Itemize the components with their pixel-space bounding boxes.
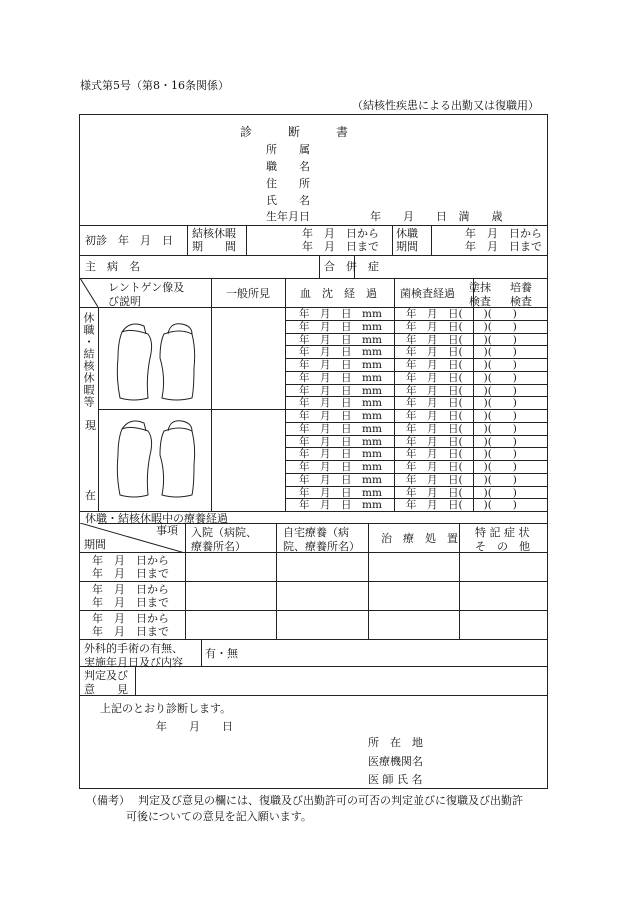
esr-header: 血 沈 経 過	[300, 287, 377, 300]
bacteria-row: 年 月 日( )( )	[406, 308, 517, 320]
bacteria-row: 年 月 日( )( )	[406, 448, 517, 461]
bacteria-row: 年 月 日( )( )	[406, 359, 517, 371]
birth-label: 生年月日	[266, 210, 310, 223]
side-label-present-2: 在	[85, 489, 96, 502]
esr-row: 年 月 日 mm	[299, 435, 382, 448]
bacteria-row: 年 月 日( )( )	[406, 473, 517, 486]
treatment-item-header: 事項	[156, 524, 178, 537]
diagonal-line	[80, 278, 98, 307]
period-to: 年 月 日まで	[92, 596, 169, 609]
hospital-header: 入院（病院、 療養所名）	[191, 526, 257, 554]
culture-header: 培養 検査	[510, 281, 532, 309]
location-label: 所 在 地	[368, 736, 423, 749]
smear-header: 塗抹 検査	[469, 281, 491, 309]
position-label: 職 名	[266, 160, 310, 173]
judgment-label: 判定及び 意 見	[84, 669, 128, 697]
bacteria-row: 年 月 日( )( )	[406, 320, 517, 333]
tb-leave-from: 年 月 日から	[302, 227, 379, 240]
period-from: 年 月 日から	[92, 583, 169, 596]
esr-row: 年 月 日 mm	[299, 371, 382, 384]
notes-header: 特 記 症 状 そ の 他	[475, 526, 530, 554]
bacteria-row: 年 月 日( )( )	[406, 384, 517, 397]
note-text-1: 判定及び意見の欄には、復職及び出勤許可の可否の判定並びに復職及び出勤許	[138, 794, 523, 807]
surgery-value: 有・無	[205, 647, 238, 660]
tb-leave-to: 年 月 日まで	[302, 240, 379, 253]
bacteria-row: 年 月 日( )( )	[406, 397, 517, 410]
side-label-present-1: 現	[85, 419, 96, 432]
birth-date: 年 月 日 満 歳	[370, 210, 503, 223]
esr-row: 年 月 日 mm	[299, 320, 382, 333]
bacteria-row: 年 月 日( )( )	[406, 346, 517, 359]
leave-to: 年 月 日まで	[465, 240, 542, 253]
bacteria-row: 年 月 日( )( )	[406, 371, 517, 384]
doctor-label: 医 師 氏 名	[368, 773, 423, 786]
bacteria-row: 年 月 日( )( )	[406, 410, 517, 422]
diagnosis-form	[79, 114, 548, 789]
treatment-title: 休職・結核休暇中の療養経過	[85, 512, 228, 525]
bacteria-row: 年 月 日( )( )	[406, 435, 517, 448]
esr-row: 年 月 日 mm	[299, 359, 382, 371]
leave-from: 年 月 日から	[465, 227, 542, 240]
esr-row: 年 月 日 mm	[299, 486, 382, 499]
first-visit-label: 初診 年 月 日	[85, 234, 173, 247]
treatment-period-header: 期間	[84, 538, 106, 551]
tb-leave-label1: 結核休暇	[192, 227, 236, 240]
affiliation-label: 所 属	[266, 143, 310, 156]
form-purpose: （結核性疾患による出勤又は復職用）	[352, 99, 539, 112]
form-number: 様式第5号（第8・16条関係）	[80, 79, 229, 92]
note-label: （備考）	[86, 794, 130, 807]
certify-statement: 上記のとおり診断します。	[100, 702, 232, 715]
period-from: 年 月 日から	[92, 612, 169, 625]
esr-row: 年 月 日 mm	[299, 397, 382, 410]
lung-diagram-icon	[114, 318, 198, 406]
xray-header: レントゲン像及 び説明	[108, 281, 185, 309]
bacteria-row: 年 月 日( )( )	[406, 499, 517, 512]
esr-row: 年 月 日 mm	[299, 422, 382, 435]
esr-row: 年 月 日 mm	[299, 308, 382, 320]
therapy-header: 治 療 処 置	[381, 532, 458, 545]
leave-label2: 期間	[396, 240, 418, 253]
period-to: 年 月 日まで	[92, 625, 169, 638]
bacteria-header: 菌検査経過	[400, 287, 455, 300]
certify-date: 年 月 日	[156, 720, 233, 733]
esr-row: 年 月 日 mm	[299, 333, 382, 346]
document-title: 診 断 書	[240, 125, 349, 139]
bacteria-row: 年 月 日( )( )	[406, 486, 517, 499]
general-header: 一般所見	[226, 287, 270, 300]
institution-label: 医療機関名	[368, 755, 423, 768]
esr-row: 年 月 日 mm	[299, 473, 382, 486]
esr-row: 年 月 日 mm	[299, 499, 382, 512]
bacteria-row: 年 月 日( )( )	[406, 422, 517, 435]
esr-row: 年 月 日 mm	[299, 410, 382, 422]
esr-row: 年 月 日 mm	[299, 461, 382, 473]
address-label: 住 所	[266, 177, 310, 190]
surgery-label: 外科的手術の有無、 実施年月日及び内容	[84, 642, 183, 670]
esr-row: 年 月 日 mm	[299, 384, 382, 397]
tb-leave-label2: 期 間	[192, 240, 236, 253]
esr-row: 年 月 日 mm	[299, 346, 382, 359]
side-label-during-leave: 休職・結核休暇等	[82, 312, 95, 408]
esr-row: 年 月 日 mm	[299, 448, 382, 461]
leave-label1: 休職	[396, 227, 418, 240]
bacteria-row: 年 月 日( )( )	[406, 461, 517, 473]
note-text-2: 可後についての意見を記入願います。	[126, 810, 312, 823]
bacteria-row: 年 月 日( )( )	[406, 333, 517, 346]
name-label: 氏 名	[266, 194, 310, 207]
main-disease-label: 主 病 名	[85, 260, 140, 273]
period-to: 年 月 日まで	[92, 567, 169, 580]
lung-diagram-icon	[114, 415, 198, 503]
period-from: 年 月 日から	[92, 554, 169, 567]
complication-label: 合 併 症	[324, 260, 379, 273]
home-header: 自宅療養（病 院、療養所名）	[283, 526, 360, 554]
